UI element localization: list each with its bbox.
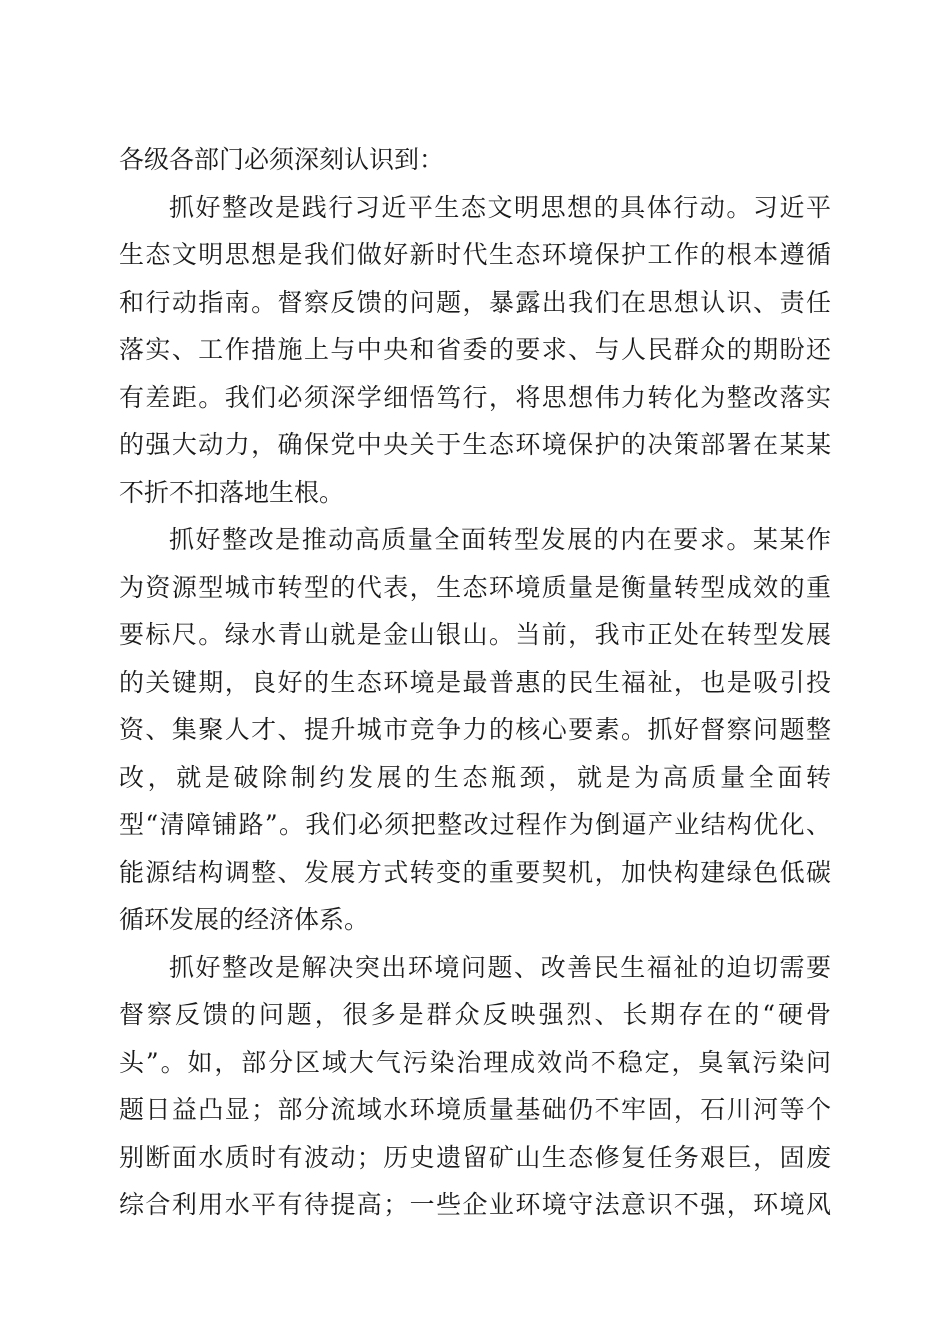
body-text	[119, 136, 831, 1229]
text-line: 资、集聚人才、提升城市竞争力的核心要素。抓好督察问题整	[119, 715, 831, 744]
text-line: 各级各部门必须深刻认识到：	[119, 145, 445, 174]
text-line: 头”。如，部分区域大气污染治理成效尚不稳定，臭氧污染问	[119, 1047, 831, 1077]
text-line: 抓好整改是践行习近平生态文明思想的具体行动。习近平	[169, 192, 831, 222]
text-line: 的强大动力，确保党中央关于生态环境保护的决策部署在某某	[119, 430, 831, 459]
text-line: 的关键期，良好的生态环境是最普惠的民生福祉，也是吸引投	[119, 667, 831, 697]
text-line: 抓好整改是解决突出环境问题、改善民生福祉的迫切需要	[169, 952, 831, 982]
text-line: 型“清障铺路”。我们必须把整改过程作为倒逼产业结构优化、	[119, 810, 831, 839]
text-line: 和行动指南。督察反馈的问题，暴露出我们在思想认识、责任	[119, 287, 831, 317]
text-line: 有差距。我们必须深学细悟笃行，将思想伟力转化为整改落实	[119, 382, 831, 412]
text-line: 督察反馈的问题，很多是群众反映强烈、长期存在的“硬骨	[119, 1000, 831, 1029]
text-line: 改，就是破除制约发展的生态瓶颈，就是为高质量全面转	[119, 762, 831, 792]
text-line: 别断面水质时有波动；历史遗留矿山生态修复任务艰巨，固废	[119, 1142, 831, 1172]
text-line: 能源结构调整、发展方式转变的重要契机，加快构建绿色低碳	[119, 857, 831, 887]
text-line: 循环发展的经济体系。	[119, 905, 370, 934]
text-line: 题日益凸显；部分流域水环境质量基础仍不牢固，石川河等个	[119, 1095, 831, 1124]
text-line: 为资源型城市转型的代表，生态环境质量是衡量转型成效的重	[119, 572, 831, 602]
text-line: 综合利用水平有待提高；一些企业环境守法意识不强，环境风	[119, 1190, 831, 1219]
text-line: 不折不扣落地生根。	[119, 477, 345, 507]
text-line: 落实、工作措施上与中央和省委的要求、与人民群众的期盼还	[119, 335, 831, 364]
text-line: 抓好整改是推动高质量全面转型发展的内在要求。某某作	[169, 525, 831, 554]
text-line: 要标尺。绿水青山就是金山银山。当前，我市正处在转型发展	[119, 620, 831, 649]
text-line: 生态文明思想是我们做好新时代生态环境保护工作的根本遵循	[119, 240, 831, 269]
